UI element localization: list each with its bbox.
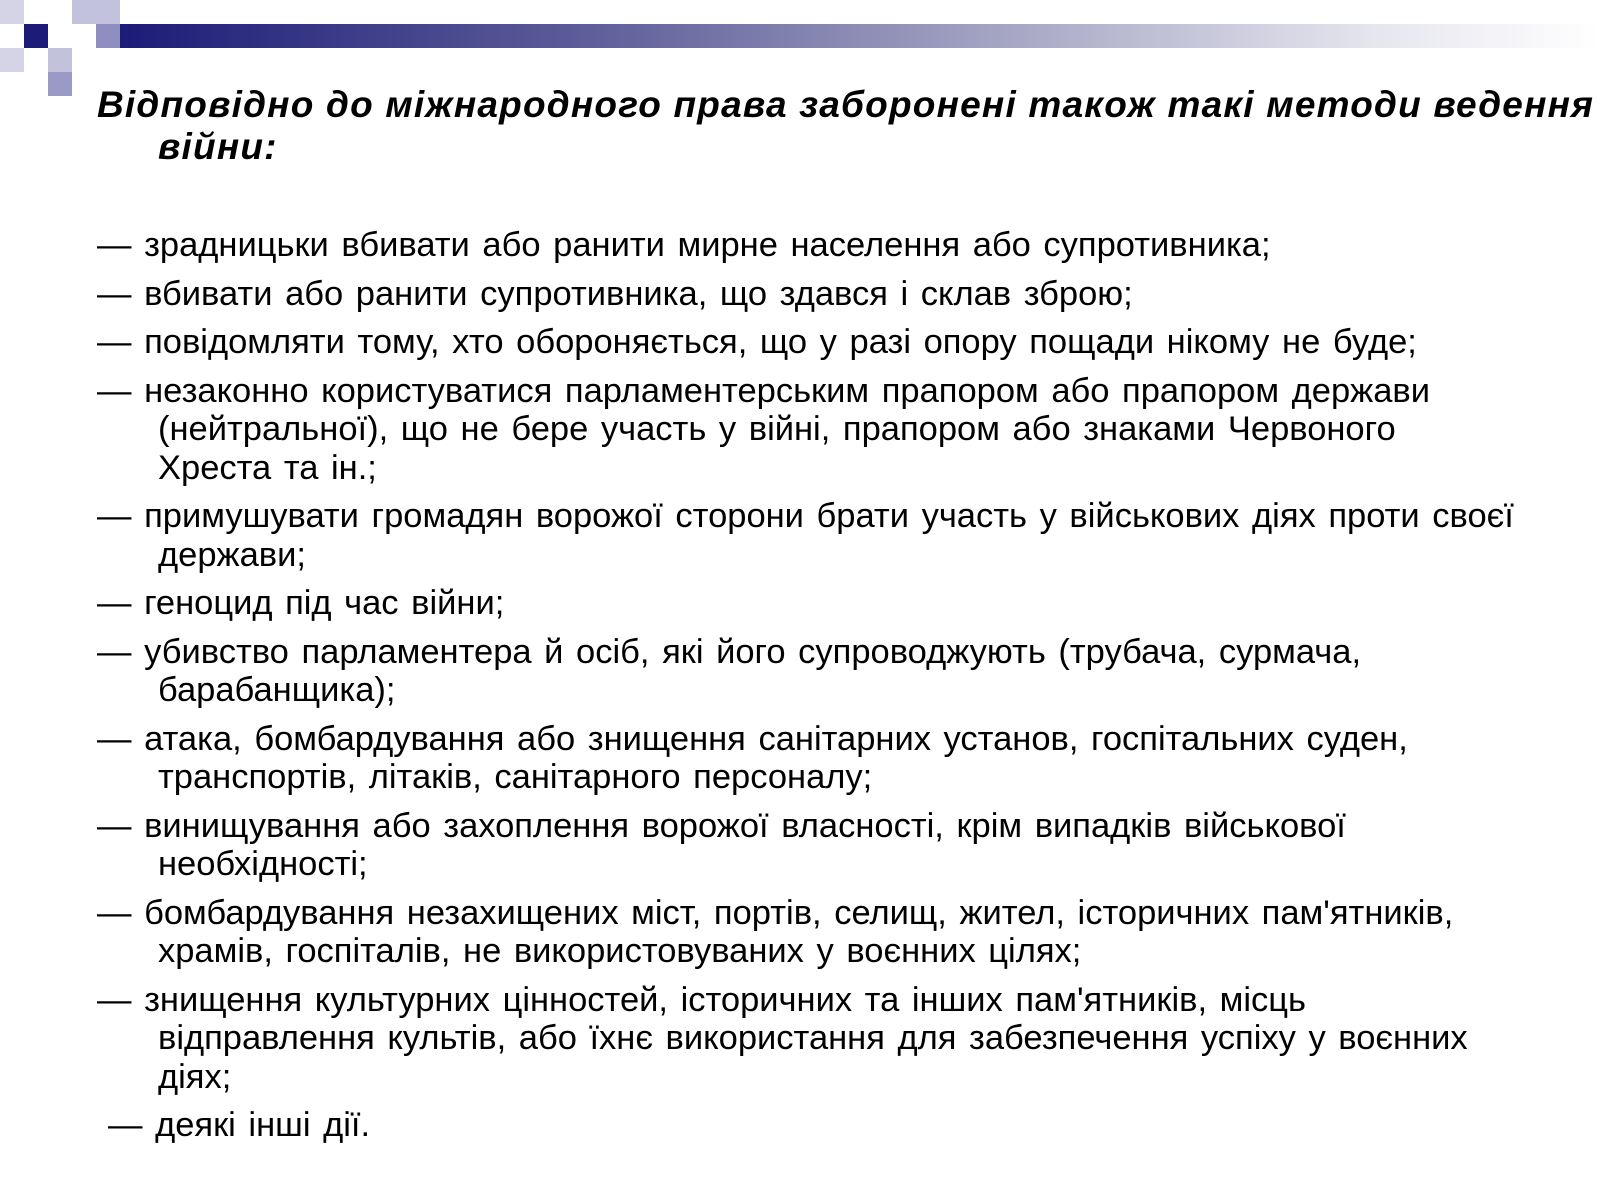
list-item: — убивство парламентера й осіб, які його супроводжують (трубача, сурмача, барабанщика); bbox=[97, 632, 1362, 709]
slide-title: Відповідно до міжнародного права заборонені також такі методи ведення війни: bbox=[97, 84, 1595, 167]
list-item: — атака, бомбардування або знищення санітарних установ, госпітальних суден, транспортів, літаків, санітарного персоналу; bbox=[97, 719, 1408, 796]
list-item: — примушувати громадян ворожої сторони брати участь у військових діях проти своєї держави; bbox=[97, 497, 1514, 574]
list-item: — вбивати або ранити супротивника, що здався і склав зброю; bbox=[97, 274, 1133, 313]
list-item: — повідомляти тому, хто обороняється, що у разі опору пощади нікому не буде; bbox=[97, 323, 1417, 361]
decor-square-dark bbox=[24, 24, 48, 48]
decor-square-mid-top bbox=[72, 0, 120, 24]
decor-square-mid-center bbox=[48, 48, 72, 72]
decor-square-light-left bbox=[0, 48, 24, 72]
list-item: — зрадницьки вбивати або ранити мирне населення або супротивника; bbox=[97, 226, 1271, 264]
decor-square-light-top bbox=[0, 0, 24, 24]
list-item: — незаконно користуватися парламентерським прапором або прапором держави (нейтральної), що не бере участь у війні, прапором або знаками Червоного Хреста та ін.; bbox=[97, 371, 1431, 487]
list-item: — знищення культурних цінностей, історичних та інших пам'ятників, місць відправлення культів, або їхнє використання для забезпечення успіху у воєнних діях; bbox=[97, 980, 1468, 1096]
decor-gradient-bar bbox=[120, 24, 1600, 48]
list-item: — бомбардування незахищених міст, портів, селищ, жител, історичних пам'ятників, храмів, госпіталів, не використовуваних у воєнних цілях; bbox=[97, 893, 1454, 970]
list-item: — деякі інші дії. bbox=[108, 1106, 371, 1144]
prohibited-methods-list bbox=[97, 226, 1517, 1155]
decor-square-mid-bottom bbox=[48, 72, 72, 96]
decor-square-mid-right bbox=[96, 24, 120, 48]
list-item: — геноцид під час війни; bbox=[97, 584, 505, 622]
list-item: — винищування або захоплення ворожої власності, крім випадків військової необхідності; bbox=[97, 806, 1346, 883]
